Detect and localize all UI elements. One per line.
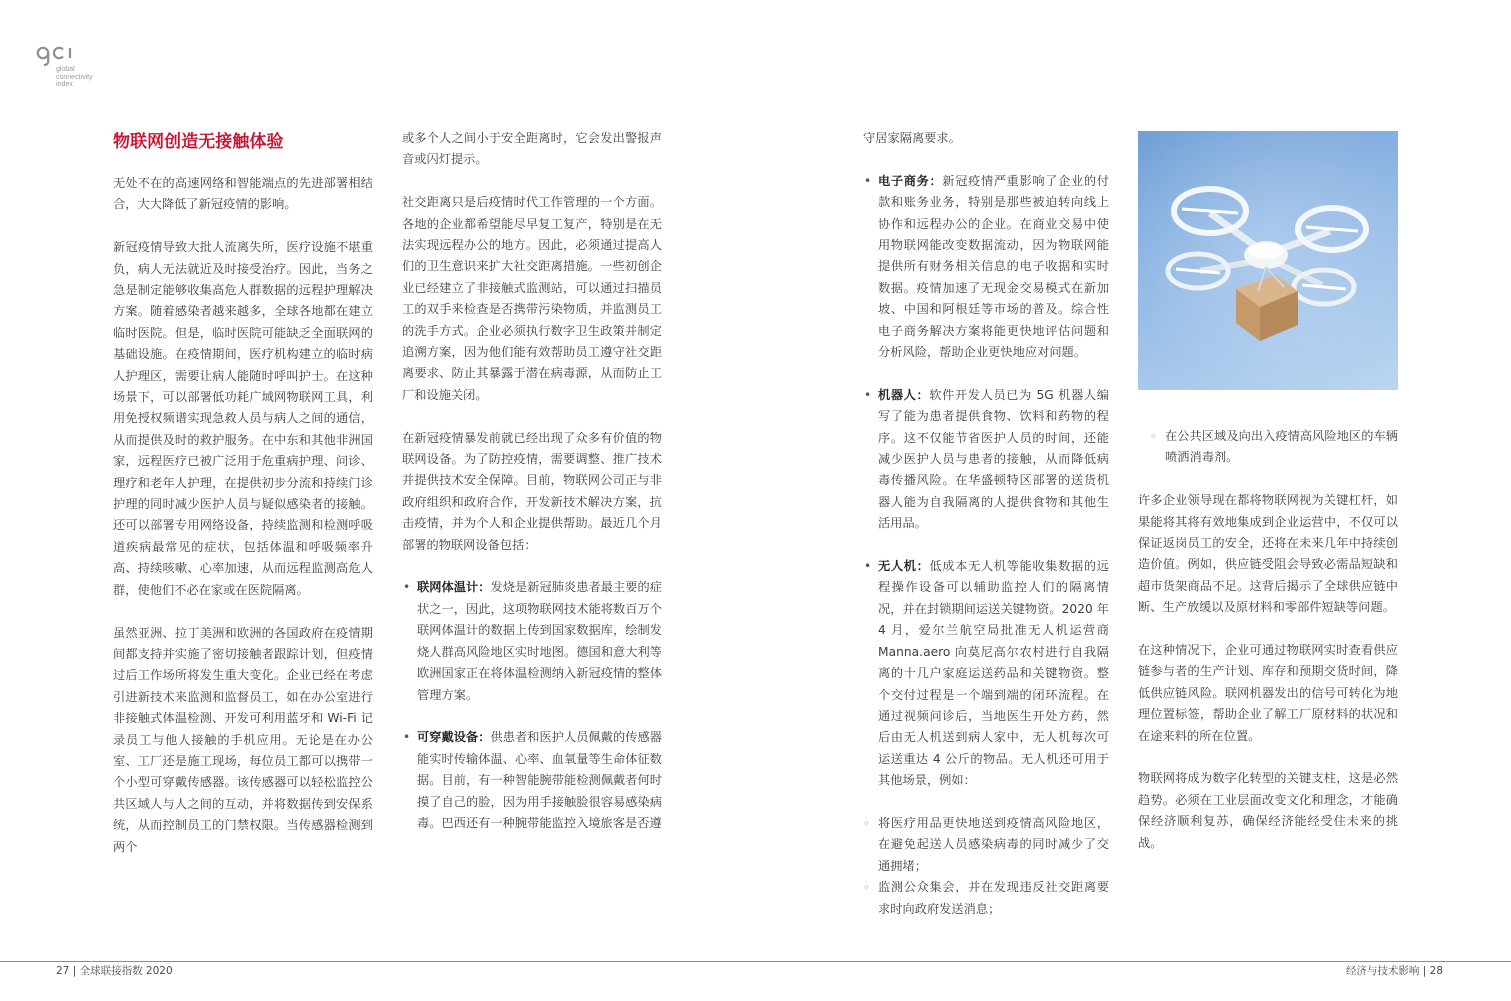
section-heading: 物联网创造无接触体验 bbox=[113, 132, 284, 152]
column-3 bbox=[863, 128, 1109, 941]
col4-sub-bullet-list bbox=[1138, 426, 1398, 469]
col1-paragraph-2: 新冠疫情导致大批人流离失所，医疗设施不堪重负，病人无法就近及时接受治疗。因此，当务之急是制定能够收集高危人群数据的远程护理解决方案。随着感染者越来越多，全球各地都在建立临时医院。但是，临时医院可能缺乏全面联网的基础设施。在疫情期间，医疗机构建立的临时病人护理区，需要让病人能随时呼叫护士。在这种场景下，可以部署低功耗广域网物联网工具，利用免授权频谱实现急救人员与病人之间的通信，从而提供及时的救护服务。在中东和其他非洲国家，远程医疗已被广泛用于危重病护理、问诊、理疗和老年人护理，在提供初步分流和持续门诊护理的同时减少医护人员与疑似感染者的接触。还可以部署专用网络设备，持续监测和检测呼吸道疾病最常见的症状，包括体温和呼吸频率升高、持续咳嗽、心率加速，从而远程监测高危人群，使他们不必在家或在医院隔离。 bbox=[113, 240, 373, 597]
drone-image-icon bbox=[1138, 131, 1398, 390]
list-item bbox=[402, 577, 662, 705]
col3-sub-bullet-list bbox=[863, 813, 1109, 920]
drone-photo bbox=[1138, 131, 1398, 390]
bullet-text: 软件开发人员已为 5G 机器人编写了能为患者提供食物、饮料和药物的程序。这不仅能节省医护人员的时间，还能减少医护人员与患者的接触，从而降低病毒传播风险。在华盛顿特区部署的送货机器人能为自我隔离的人提供食物和其他生活用品。 bbox=[878, 387, 1110, 531]
list-item: ◦ 将医疗用品更快地送到疫情高风险地区，在避免起送人员感染病毒的同时减少了交通拥堵； bbox=[863, 813, 1109, 877]
col2-paragraph-3: 在新冠疫情暴发前就已经出现了众多有价值的物联网设备。为了防控疫情，需要调整、推广技术并提供技术安全保障。目前，物联网公司正与非政府组织和政府合作，开发新技术解决方案，抗击疫情，并为个人和企业提供帮助。最近几个月部署的物联网设备包括： bbox=[402, 430, 662, 552]
col3-bullet-list bbox=[863, 171, 1109, 792]
list-item: ◦ 在公共区域及向出入疫情高风险地区的车辆喷洒消毒剂。 bbox=[1150, 426, 1398, 469]
col3-lead: 守居家隔离要求。 bbox=[863, 131, 961, 145]
col4-paragraph-3: 物联网将成为数字化转型的关键支柱，这是必然趋势。必须在工业层面改变文化和理念，才能确保经济顺利复苏，确保经济能经受住未来的挑战。 bbox=[1138, 771, 1398, 850]
footer-left-page-label: 27 | 全球联接指数 2020 bbox=[56, 965, 173, 977]
column-4 bbox=[1138, 426, 1398, 875]
logo-line-3: index bbox=[56, 81, 73, 88]
list-item bbox=[402, 727, 662, 834]
footer-divider bbox=[0, 961, 1511, 962]
list-item: ◦ 监测公众集会，并在发现违反社交距离要求时向政府发送消息； bbox=[863, 877, 1109, 920]
logo-wordmark bbox=[56, 66, 93, 89]
column-1 bbox=[113, 131, 373, 879]
col1-paragraph-1: 无处不在的高速网络和智能端点的先进部署相结合，大大降低了新冠疫情的影响。 bbox=[113, 176, 373, 212]
column-2 bbox=[402, 128, 662, 856]
bullet-text: 供患者和医护人员佩戴的传感器能实时传输体温、心率、血氧量等生命体征数据。目前，有一种智能腕带能检测佩戴者何时摸了自己的脸，因为用手接触脸很容易感染病毒。巴西还有一种腕带能监控入境旅客是否遵 bbox=[417, 730, 662, 830]
list-item bbox=[863, 556, 1109, 791]
bullet-term: 电子商务： bbox=[878, 173, 943, 188]
bullet-text: 发烧是新冠肺炎患者最主要的症状之一，因此，这项物联网技术能将数百万个联网体温计的数据上传到国家数据库，绘制发烧人群高风险地区实时地图。德国和意大利等欧洲国家正在将体温检测纳入新冠疫情的整体管理方案。 bbox=[417, 580, 662, 702]
bullet-term: 可穿戴设备： bbox=[417, 730, 491, 745]
col4-paragraph-1: 许多企业领导现在都将物联网视为关键杠杆，如果能将其将有效地集成到企业运营中，不仅可以保证返岗员工的安全，还将在未来几年中持续创造价值。例如，供应链受阻会导致必需品短缺和超市货架商品不足。这背后揭示了全球供应链中断、生产放缓以及原材料和零部件短缺等问题。 bbox=[1138, 493, 1398, 615]
col4-paragraph-2: 在这种情况下，企业可通过物联网实时查看供应链参与者的生产计划、库存和预期交货时间，降低供应链风险。联网机器发出的信号可转化为地理位置标签，帮助企业了解工厂原材料的状况和在途来料的所在位置。 bbox=[1138, 643, 1398, 743]
list-item bbox=[863, 385, 1109, 535]
footer-right-page-label: 经济与技术影响 | 28 bbox=[1345, 965, 1443, 977]
bullet-term: 联网体温计： bbox=[417, 580, 491, 595]
list-item bbox=[863, 171, 1109, 364]
col2-bullet-list bbox=[402, 577, 662, 834]
col2-paragraph-2: 社交距离只是后疫情时代工作管理的一个方面。各地的企业都希望能尽早复工复产，特别是在无法实现远程办公的地方。因此，必须通过提高人们的卫生意识来扩大社交距离措施。一些初创企业已经建立了非接触式监测站，可以通过扫描员工的双手来检查是否携带污染物质，并监测员工的洗手方式。企业必须执行数字卫生政策并制定追溯方案，因为他们能有效帮助员工遵守社交距离要求、防止其暴露于潜在病毒源，从而防止工厂和设施关闭。 bbox=[402, 195, 662, 402]
gci-logo bbox=[36, 44, 116, 94]
bullet-text: 低成本无人机等能收集数据的远程操作设备可以辅助监控人们的隔离情况，并在封锁期间运送关键物资。2020 年 4 月，爱尔兰航空局批准无人机运营商 Manna.aero 向莫尼高尔农村进行自我隔离的十几户家庭运送药品和关键物资。整个交付过程是一个端到端的闭环流程。在通过视频问诊后，当地医生开处方药，然后由无人机送到病人家中，无人机每次可运送重达 4 公斤的物品。无人机还可用于其他场景，例如： bbox=[878, 559, 1110, 788]
logo-line-2: connectivity bbox=[56, 73, 93, 81]
bullet-term: 无人机： bbox=[878, 559, 930, 574]
col2-paragraph-1: 或多个人之间小于安全距离时，它会发出警报声音或闪灯提示。 bbox=[402, 131, 662, 167]
logo-line-1: global bbox=[56, 66, 75, 73]
gci-logo-mark-icon bbox=[36, 44, 78, 66]
bullet-term: 机器人： bbox=[878, 387, 930, 402]
bullet-text: 新冠疫情严重影响了企业的付款和账务业务，特别是那些被迫转向线上协作和远程办公的企业。在商业交易中使用物联网能改变数据流动，因为物联网能提供所有财务相关信息的电子收据和实时数据。疫情加速了无现金交易模式在新加坡、中国和阿根廷等市场的普及。综合性电子商务解决方案将能更快地评估问题和分析风险，帮助企业更快地应对问题。 bbox=[878, 173, 1109, 360]
col1-paragraph-3: 虽然亚洲、拉丁美洲和欧洲的各国政府在疫情期间都支持并实施了密切接触者跟踪计划，但疫情过后工作场所将发生重大变化。企业已经在考虑引进新技术来监测和监督员工，如在办公室进行非接触式体温检测、开发可利用蓝牙和 Wi-Fi 记录员工与他人接触的手机应用。无论是在办公室、工厂还是施工现场，每位员工都可以携带一个小型可穿戴传感器。该传感器可以轻松监控公共区域人与人之间的互动，并将数据传到安保系统，从而控制员工的门禁权限。当传感器检测到两个 bbox=[113, 625, 373, 854]
